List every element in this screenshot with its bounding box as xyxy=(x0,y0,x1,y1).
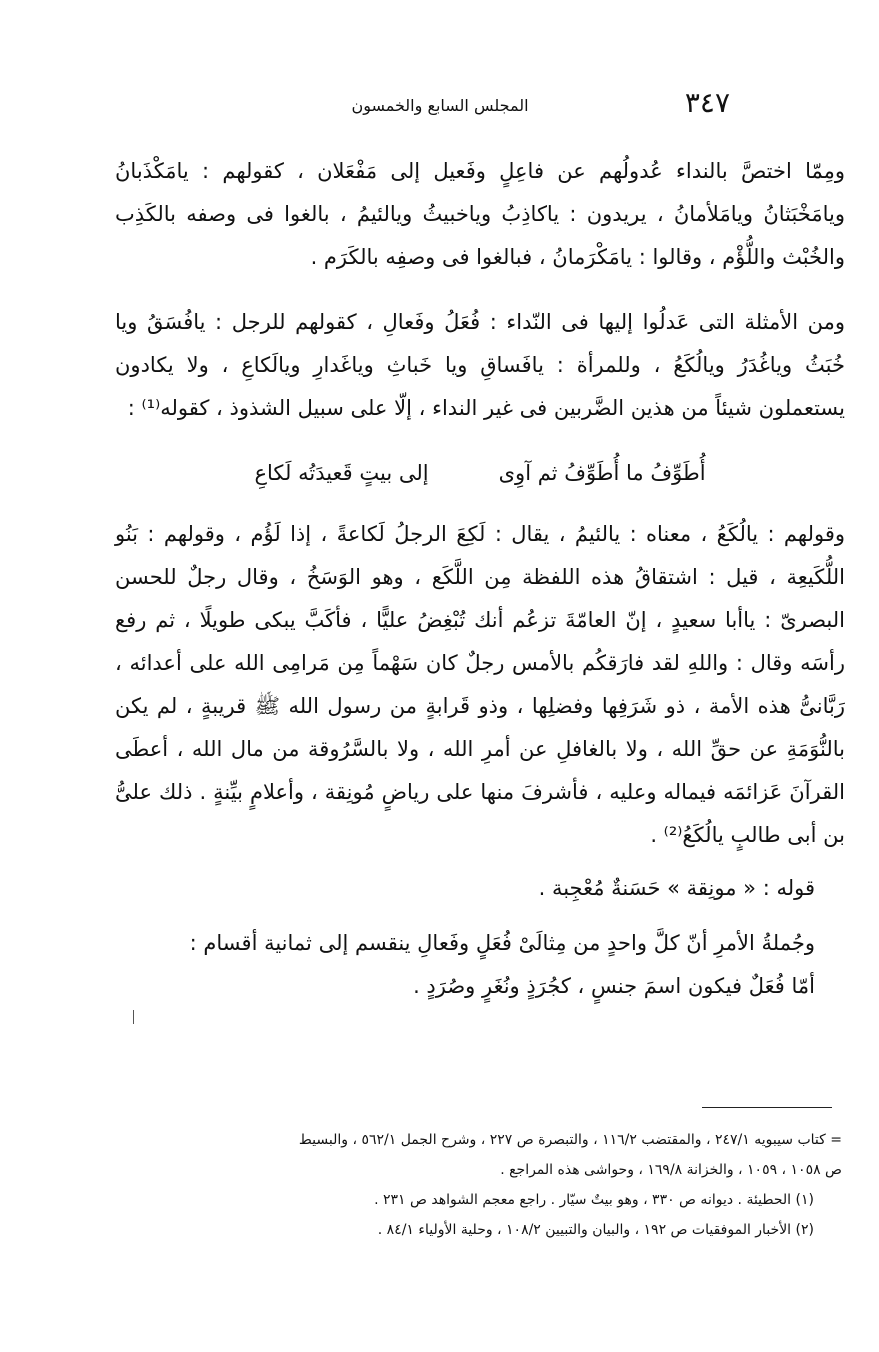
verse-first-hemistich: أُطَوِّفُ ما أُطَوِّفُ ثم آوِى xyxy=(498,461,706,485)
paragraph: وقولهم : يالُكَعُ ، معناه : يالئيمُ ، يقال : لَكِعَ الرجلُ لَكاعةً ، إذا لَؤُم ، وقولهم : بَنُو اللُّكَيعِة ، قيل : اشتقاقُ هذه اللفظة مِن اللَّكَع ، وهو الوَسَخُ ، وقال رجلٌ للحسن البصرىّ : ياأبا سعيدٍ ، إنّ العامّةَ تزعُم أنك تُبْغِضُ عليًّا ، فأكَبَّ يبكى طويلًا ، ثم رفع رأسَه وقال : واللهِ لقد فارَقكُم بالأمس رجلٌ كان سَهْماً مِن مَرامِى الله على أعدائه ، رَبَّانىُّ هذه الأمة ، ذو شَرَفِها وفضلِها ، وذو قَرابةٍ من رسول الله ﷺ قريبةٍ ، لم يكن بالنُّوَمَةِ عن حقِّ الله ، ولا بالغافلِ عن أمرِ الله ، ولا بالسَّرُوقة من مال الله ، أعطَى القرآنَ عَزائمَه فيماله وعليه ، فأشرفَ منها على رياضٍ مُونِقة ، وأعلامٍ بيِّنةٍ . ذلك علىُّ بن أبى طالبٍ يالُكَعُ⁽²⁾ . xyxy=(115,522,845,847)
page-number: ٣٤٧ xyxy=(684,86,730,119)
footnote-continuation: = كتاب سيبويه ٢٤٧/١ ، والمقتضب ١١٦/٢ ، والتبصرة ص ٢٢٧ ، وشرح الجمل ٥٦٢/١ ، والبسيط xyxy=(298,1132,842,1148)
paragraph: قوله : « مونِقة » حَسَنةٌ مُعْجِبة . xyxy=(538,876,815,900)
paragraph: ومن الأمثلة التى عَدلُوا إليها فى النّداء : فُعَلُ وفَعالِ ، كقولهم للرجل : يافُسَقُ ويا خُبَثُ وياغُدَرُ ويالُكَعُ ، وللمرأة : يافَساقِ ويا خَباثِ وياغَدارِ ويالَكاعِ ، ولا يكادون يستعملون شيئاً من هذين الضَّربين فى غير النداء ، إلّا على سبيل الشذوذ ، كقوله⁽¹⁾ : xyxy=(115,310,845,420)
paragraph: ومِمّا اختصَّ بالنداء عُدولُهم عن فاعِلٍ وفَعيل إلى مَفْعَلان ، كقولهم : يامَكْذَبانُ ويامَخْبَثانُ ويامَلأمانُ ، يريدون : ياكاذِبُ وياخبيثُ ويالئيمُ ، بالغوا فى وصفه بالكَذِب والخُبْث واللُّؤْم ، وقالوا : يامَكْرَمانُ ، فبالغوا فى وصفِه بالكَرَم . xyxy=(115,159,845,269)
main-text xyxy=(115,150,845,1008)
footnote-1: (١) الحطيئة . ديوانه ص ٣٣٠ ، وهو بيتٌ سيّار . راجع معجم الشواهد ص ٢٣١ . xyxy=(374,1192,814,1208)
footnote-separator xyxy=(702,1107,832,1108)
footnote-continuation: ص ١٠٥٨ ، ١٠٥٩ ، والخزانة ١٦٩/٨ ، وحواشى هذه المراجع . xyxy=(500,1162,842,1178)
poetry-verse xyxy=(115,452,845,495)
margin-mark xyxy=(133,1010,134,1024)
paragraph: أمّا فُعَلٌ فيكون اسمَ جنسٍ ، كجُرَذٍ ونُغَرٍ وصُرَدٍ . xyxy=(413,974,815,998)
footnote-2: (٢) الأخبار الموفقيات ص ١٩٢ ، والبيان والتبيين ١٠٨/٢ ، وحلية الأولياء ٨٤/١ . xyxy=(377,1222,814,1238)
footnotes xyxy=(130,1125,842,1245)
verse-second-hemistich: إلى بيتٍ قَعيدَتُه لَكاعِ xyxy=(254,461,429,485)
paragraph: وجُملةُ الأمرِ أنّ كلَّ واحدٍ من مِثالَىْ فُعَلٍ وفَعالِ ينقسم إلى ثمانية أقسام : xyxy=(189,931,815,955)
running-title: المجلس السابع والخمسون xyxy=(351,96,529,115)
page-header xyxy=(150,86,730,126)
